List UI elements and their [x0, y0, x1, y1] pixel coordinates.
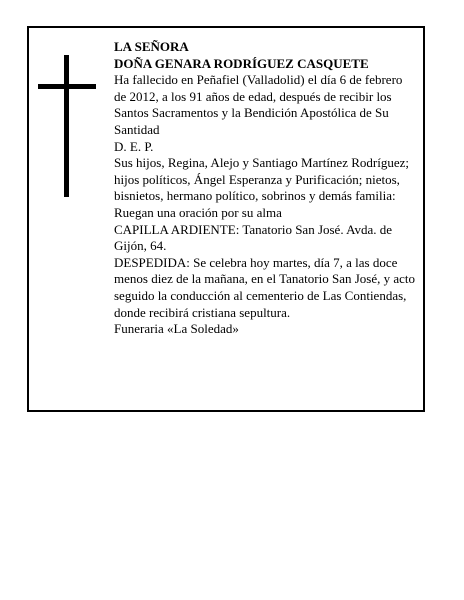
- cross-icon: [38, 55, 96, 197]
- cross-vertical-bar: [64, 55, 69, 197]
- obituary-text: [114, 39, 416, 338]
- death-announcement: Ha fallecido en Peñafiel (Valladolid) el día 6 de febrero de 2012, a los 91 años de edad, después de recibir los Santos Sacramentos y la Bendición Apostólica de Su Santidad: [114, 72, 403, 137]
- funeral-home: Funeraria «La Soledad»: [114, 321, 239, 337]
- family-paragraph: Sus hijos, Regina, Alejo y Santiago Martínez Rodríguez; hijos políticos, Ángel Esperanza y Purificación; nietos, bisnietos, hermano político, sobrinos y demás familia:: [114, 155, 409, 204]
- notice-title-line1: LA SEÑORA: [114, 39, 189, 54]
- farewell-info: DESPEDIDA: Se celebra hoy martes, día 7, a las doce menos diez de la mañana, en el Tanatorio San José, y acto seguido la conducción al cementerio de Las Contiendas, donde recibirá cristiana sepultura.: [114, 254, 415, 320]
- dep-line: D. E. P.: [114, 138, 154, 154]
- prayer-request: Ruegan una oración por su alma: [114, 204, 282, 220]
- deceased-name: DOÑA GENARA RODRÍGUEZ CASQUETE: [114, 55, 369, 71]
- chapel-info: CAPILLA ARDIENTE: Tanatorio San José. Avda. de Gijón, 64.: [114, 221, 393, 254]
- cross-horizontal-bar: [38, 84, 96, 89]
